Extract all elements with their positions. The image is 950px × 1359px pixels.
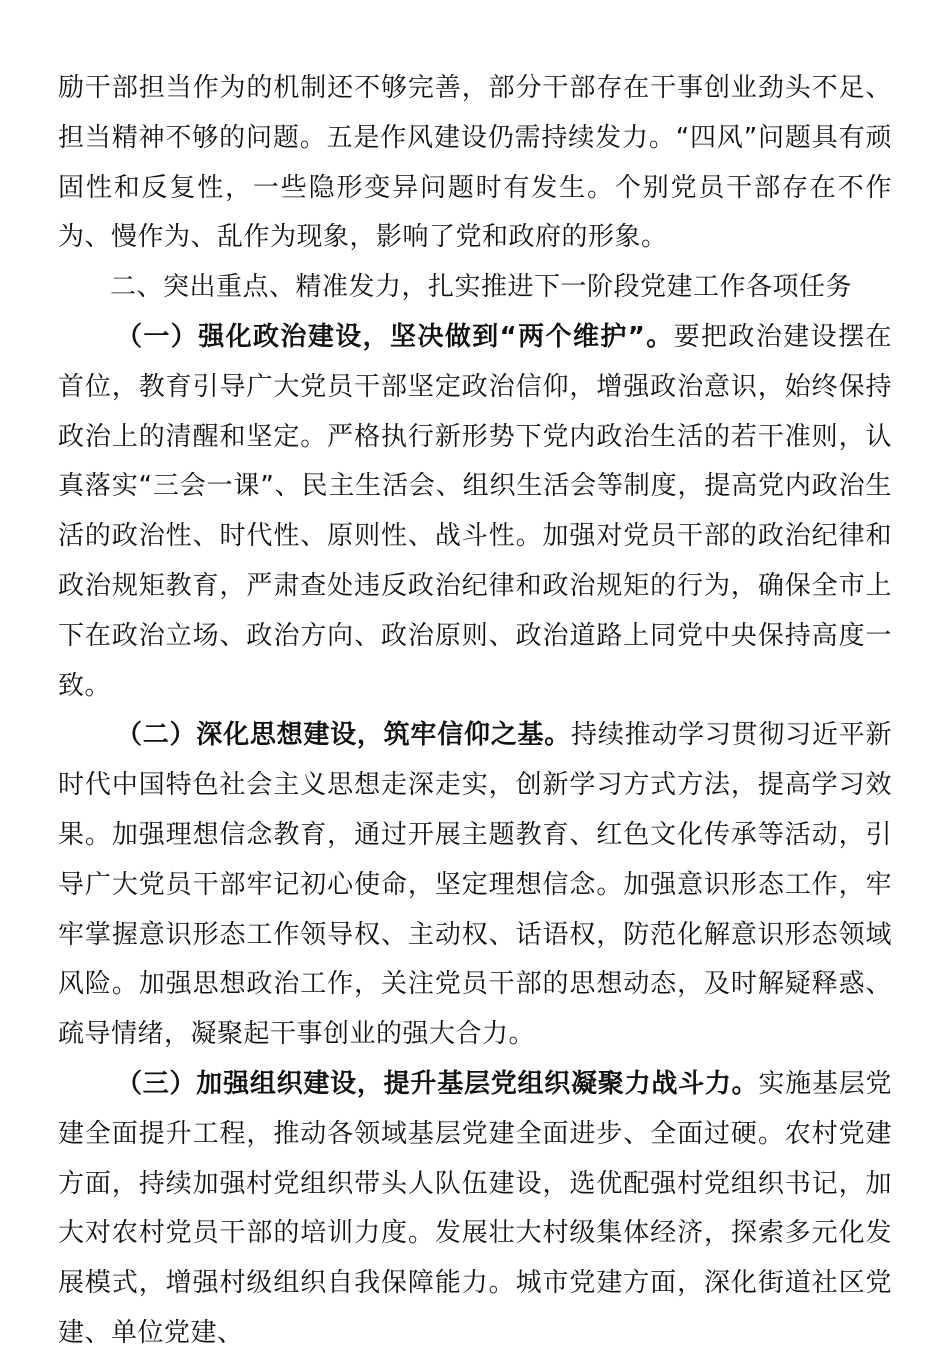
subsection-body-2: 持续推动学习贯彻习近平新时代中国特色社会主义思想走深走实，创新学习方式方法，提高学习效果。加强理想信念教育，通过开展主题教育、红色文化传承等活动，引导广大党员干部牢记初心使命，坚定理想信念。加强意识形态工作，牢牢掌握意识形态工作领导权、主动权、话语权，防范化解意识形态领域风险。加强思想政治工作，关注党员干部的思想动态，及时解疑释惑、疏导情绪，凝聚起干事创业的强大合力。 xyxy=(58,720,892,1050)
section-heading-2: 二、突出重点、精准发力，扎实推进下一阶段党建工作各项任务 xyxy=(110,272,853,303)
paragraph-organizational-building xyxy=(58,1060,892,1359)
paragraph-political-building xyxy=(58,313,892,711)
subsection-heading-1: （一）强化政治建设，坚决做到“两个维护”。 xyxy=(116,321,674,352)
paragraph-problems-summary: 励干部担当作为的机制还不够完善，部分干部存在干事创业劲头不足、担当精神不够的问题。五是作风建设仍需持续发力。“四风”问题具有顽固性和反复性，一些隐形变异问题时有发生。个别党员干部存在不作为、慢作为、乱作为现象，影响了党和政府的形象。 xyxy=(58,73,892,253)
document-body xyxy=(58,64,892,1359)
paragraph-ideological-building xyxy=(58,711,892,1060)
subsection-body-1: 要把政治建设摆在首位，教育引导广大党员干部坚定政治信仰，增强政治意识，始终保持政治上的清醒和坚定。严格执行新形势下党内政治生活的若干准则，认真落实“三会一课”、民主生活会、组织生活会等制度，提高党内政治生活的政治性、时代性、原则性、战斗性。加强对党员干部的政治纪律和政治规矩教育，严肃查处违反政治纪律和政治规矩的行为，确保全市上下在政治立场、政治方向、政治原则、政治道路上同党中央保持高度一致。 xyxy=(58,321,892,701)
subsection-heading-2: （二）深化思想建设，筑牢信仰之基。 xyxy=(116,720,572,751)
subsection-body-3: 实施基层党建全面提升工程，推动各领域基层党建全面进步、全面过硬。农村党建方面，持续加强村党组织带头人队伍建设，选优配强村党组织书记，加大对农村党员干部的培训力度。发展壮大村级集体经济，探索多元化发展模式，增强村级组织自我保障能力。城市党建方面，深化街道社区党建、单位党建、 xyxy=(58,1068,892,1348)
subsection-heading-3: （三）加强组织建设，提升基层党组织凝聚力战斗力。 xyxy=(116,1068,759,1099)
